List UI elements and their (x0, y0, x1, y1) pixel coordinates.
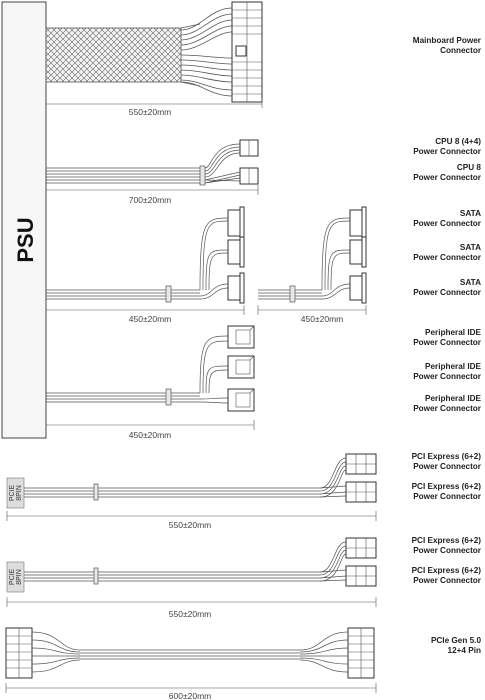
label-line: PCIe Gen 5.0 (430, 636, 481, 645)
pcie-6plus2-connector-1a (346, 454, 376, 474)
pcie-gen5-length: 600±20mm (168, 691, 212, 700)
pcie-8pin-tag-1 (7, 478, 24, 508)
label-line: Power Connector (413, 404, 481, 413)
label-line: PCI Express (6+2) (411, 452, 481, 461)
label-ide-3 (413, 394, 481, 414)
label-ide-2 (413, 362, 481, 382)
sata-connector-left-3 (228, 273, 244, 303)
mainboard-cable (46, 8, 232, 96)
label-line: Power Connector (413, 372, 481, 381)
label-pcie-1b (412, 482, 481, 502)
label-line: PCI Express (6+2) (411, 482, 481, 491)
sata-cable-left (46, 218, 228, 302)
label-line: SATA (459, 209, 481, 218)
pcie-tag-2-line2: 8PIN (16, 569, 23, 585)
pcie-6plus2-connector-1b (346, 482, 376, 502)
pcie-gen5-connector-left (6, 628, 32, 678)
label-line: Power Connector (413, 462, 481, 471)
label-line: CPU 8 (456, 163, 481, 172)
cpu-length: 700±20mm (128, 195, 172, 205)
label-pcie-1a (412, 452, 481, 472)
pcie-6plus2-connector-2a (346, 538, 376, 558)
label-ide-1 (413, 328, 481, 348)
label-pcie-2b (412, 566, 481, 586)
label-pcie-gen5 (431, 636, 481, 656)
sata-connector-right-3 (350, 273, 366, 303)
label-line: Peripheral IDE (425, 362, 481, 371)
pcie-cable-2 (24, 542, 346, 584)
sata-connector-right-2 (350, 237, 366, 267)
sata-connector-left-1 (228, 207, 244, 239)
cpu-8-connector (240, 168, 258, 184)
label-line: SATA (459, 243, 481, 252)
pcie-tag-1-line1: PCIE (9, 484, 16, 502)
label-mainboard-power (413, 36, 481, 56)
sata-right-length: 450±20mm (300, 314, 344, 324)
label-line: Power Connector (413, 546, 481, 555)
label-cpu-8-4plus4 (413, 137, 481, 157)
label-line: Power Connector (413, 338, 481, 347)
label-line: Power Connector (413, 576, 481, 585)
pcie-2-dimension (7, 597, 376, 607)
cpu-dimension (46, 185, 258, 195)
ide-connector-3 (228, 389, 254, 411)
label-line: Peripheral IDE (425, 328, 481, 337)
sata-connector-right-1 (350, 207, 366, 239)
label-line: Peripheral IDE (425, 394, 481, 403)
ide-dimension (46, 420, 254, 430)
label-line: Connector (440, 46, 481, 55)
label-line: Mainboard Power (412, 36, 481, 45)
label-line: Power Connector (413, 147, 481, 156)
sata-cable-right (258, 218, 350, 302)
sata-left-length: 450±20mm (128, 314, 172, 324)
ide-length: 450±20mm (128, 430, 172, 440)
ide-cable (46, 336, 228, 405)
pcie-6plus2-connector-2b (346, 566, 376, 586)
label-line: Power Connector (413, 288, 481, 297)
cpu-8-4plus4-connector (240, 140, 258, 156)
pcie-2-length: 550±20mm (168, 609, 212, 619)
pcie-cable-1 (24, 458, 346, 500)
mainboard-length: 550±20mm (128, 107, 172, 117)
label-line: SATA (459, 278, 481, 287)
label-line: PCI Express (6+2) (411, 536, 481, 545)
label-sata-2 (413, 243, 481, 263)
label-pcie-2a (412, 536, 481, 556)
pcie-gen5-connector-right (348, 628, 374, 678)
label-line: Power Connector (413, 492, 481, 501)
label-line: CPU 8 (4+4) (435, 137, 481, 146)
label-cpu-8 (413, 163, 481, 183)
pcie-tag-1-line2: 8PIN (16, 485, 23, 501)
label-sata-1 (413, 209, 481, 229)
label-sata-3 (413, 278, 481, 298)
label-line: 12+4 Pin (447, 646, 481, 655)
label-line: Power Connector (413, 173, 481, 182)
ide-connector-1 (228, 326, 254, 348)
psu-label: PSU (13, 217, 38, 263)
cpu-cable (46, 144, 240, 185)
ide-connector-2 (228, 356, 254, 378)
psu-unit (2, 2, 46, 438)
label-line: Power Connector (413, 253, 481, 262)
pcie-tag-2-line1: PCIE (9, 568, 16, 586)
pcie-8pin-tag-2 (7, 562, 24, 592)
label-line: PCI Express (6+2) (411, 566, 481, 575)
sata-connector-left-2 (228, 237, 244, 267)
pcie-gen5-cable (32, 632, 348, 672)
mainboard-connector (232, 2, 262, 102)
label-line: Power Connector (413, 219, 481, 228)
pcie-1-length: 550±20mm (168, 520, 212, 530)
